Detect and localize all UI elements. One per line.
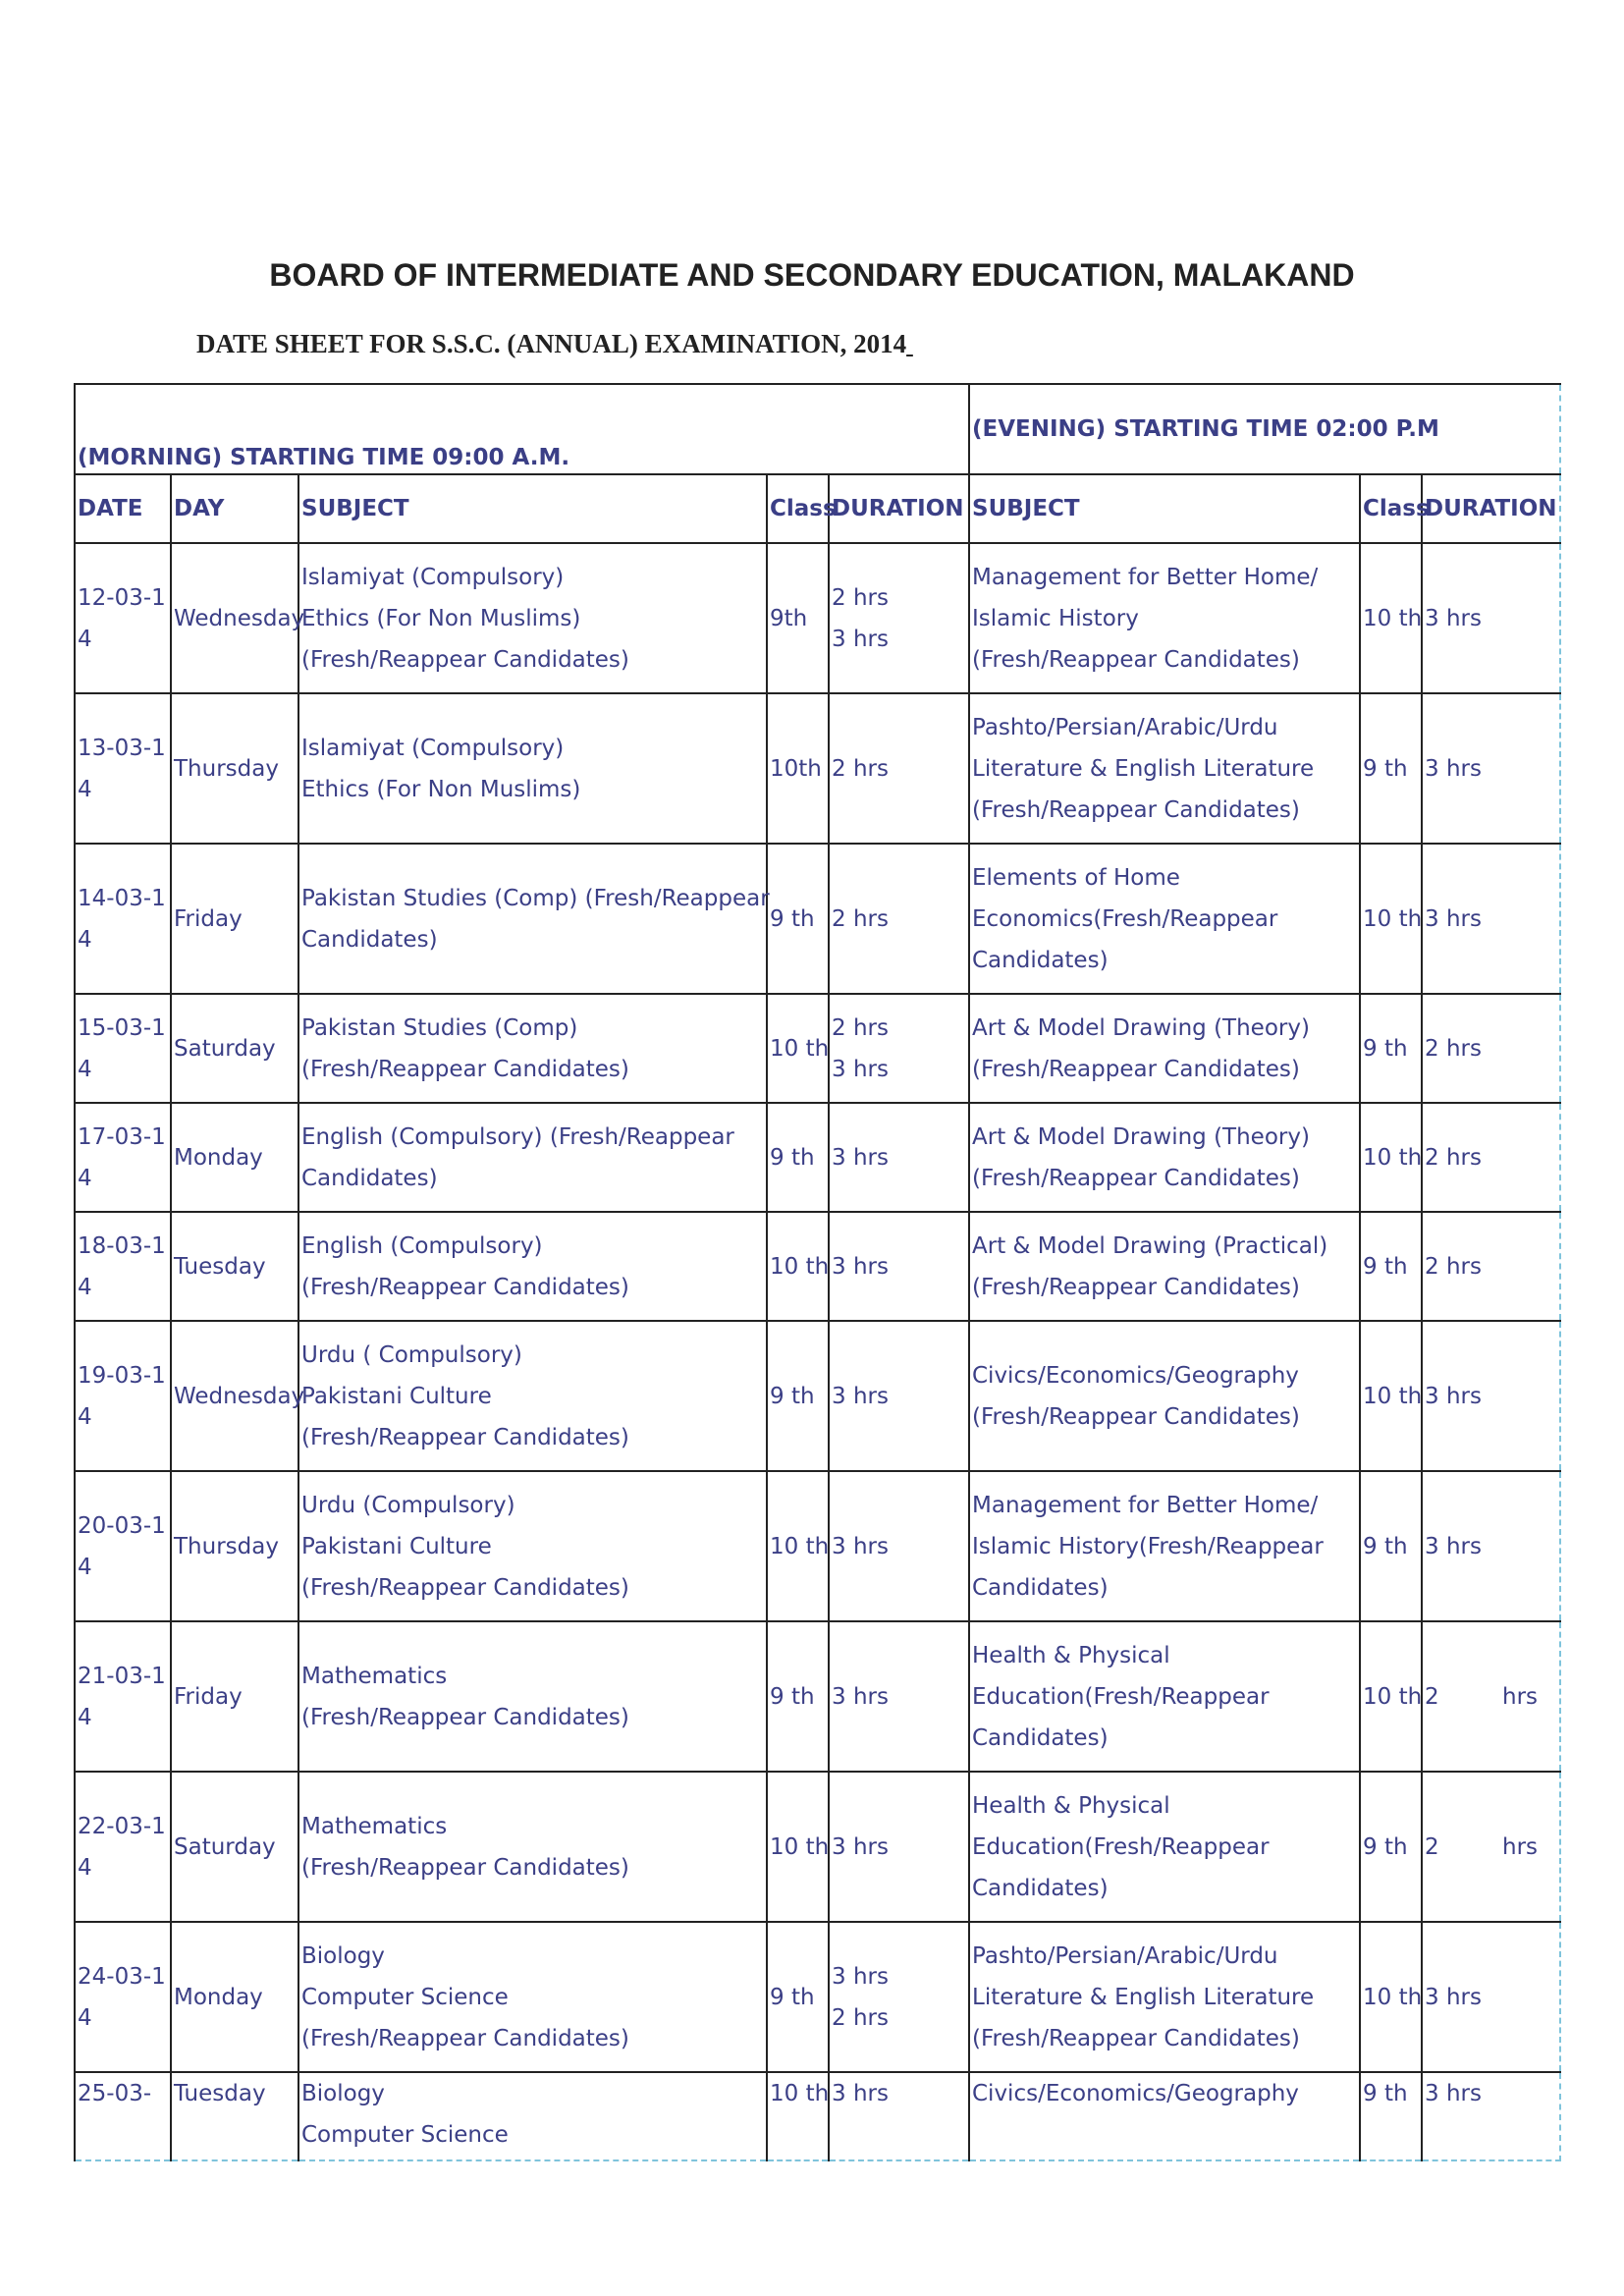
morning-duration-cell xyxy=(829,693,969,844)
date-cell: 13-03-14 xyxy=(75,693,171,844)
evening-class-cell: 10 th xyxy=(1360,1621,1422,1772)
subject-line: Management for Better Home/ xyxy=(972,1492,1319,1518)
duration-line: 3 hrs xyxy=(832,1533,889,1559)
col-header-morning-duration: DURATION xyxy=(829,474,969,543)
table-row xyxy=(75,1212,1560,1321)
col-header-day: DAY xyxy=(171,474,298,543)
duration-line: 2 hrs xyxy=(832,584,889,611)
date-cell: 15-03-14 xyxy=(75,994,171,1103)
morning-class-cell: 9th xyxy=(767,543,829,693)
day-cell: Wednesday xyxy=(171,1321,298,1471)
duration-line: 3 hrs xyxy=(832,1253,889,1280)
col-header-evening-class: Class xyxy=(1360,474,1422,543)
evening-class-cell: 10 th xyxy=(1360,1103,1422,1212)
subject-line: Pashto/Persian/Arabic/Urdu xyxy=(972,714,1278,740)
evening-class-cell: 9 th xyxy=(1360,994,1422,1103)
duration-line: 3 hrs xyxy=(832,626,889,652)
subject-line: (Fresh/Reappear Candidates) xyxy=(972,796,1300,823)
duration-line: 3 hrs xyxy=(832,1056,889,1082)
morning-class-cell: 10 th xyxy=(767,1212,829,1321)
morning-class-cell: 9 th xyxy=(767,1103,829,1212)
subject-line: Candidates) xyxy=(972,1574,1109,1601)
subject-line: (Fresh/Reappear Candidates) xyxy=(301,1704,629,1730)
duration-line: 3 hrs xyxy=(832,1833,889,1860)
morning-subject-cell xyxy=(298,1471,767,1621)
subject-line: Health & Physical xyxy=(972,1642,1170,1668)
subject-line: (Fresh/Reappear Candidates) xyxy=(301,1854,629,1881)
day-cell: Tuesday xyxy=(171,1212,298,1321)
day-cell: Thursday xyxy=(171,693,298,844)
subject-line: Art & Model Drawing (Practical) xyxy=(972,1232,1328,1259)
subject-line: Islamic History xyxy=(972,605,1139,631)
col-header-morning-class: Class xyxy=(767,474,829,543)
subject-line: Islamiyat (Compulsory) xyxy=(301,735,565,761)
duration-part: hrs xyxy=(1502,1833,1539,1860)
table-row xyxy=(75,1471,1560,1621)
subject-line: Ethics (For Non Muslims) xyxy=(301,776,581,802)
subject-line: Computer Science xyxy=(301,1984,509,2010)
subject-line: (Fresh/Reappear Candidates) xyxy=(972,1403,1300,1430)
subject-line: Art & Model Drawing (Theory) xyxy=(972,1123,1310,1150)
duration-line: 3 hrs xyxy=(1425,1984,1482,2010)
date-cell: 21-03-14 xyxy=(75,1621,171,1772)
subject-line: Islamic History(Fresh/Reappear xyxy=(972,1533,1324,1559)
morning-duration-cell xyxy=(829,1621,969,1772)
evening-class-cell: 10 th xyxy=(1360,543,1422,693)
evening-duration-cell xyxy=(1422,1103,1560,1212)
evening-class-cell: 10 th xyxy=(1360,844,1422,994)
morning-class-cell: 10 th xyxy=(767,2072,829,2160)
subject-line: (Fresh/Reappear Candidates) xyxy=(301,646,629,673)
evening-duration-cell xyxy=(1422,1471,1560,1621)
morning-class-cell: 9 th xyxy=(767,1922,829,2072)
duration-split xyxy=(1425,1827,1557,1868)
col-header-date: DATE xyxy=(75,474,171,543)
date-cell: 20-03-14 xyxy=(75,1471,171,1621)
evening-class-cell: 10 th xyxy=(1360,1922,1422,2072)
morning-duration-cell xyxy=(829,1772,969,1922)
morning-duration-cell xyxy=(829,1212,969,1321)
morning-duration-cell xyxy=(829,1922,969,2072)
subject-line: (Fresh/Reappear Candidates) xyxy=(301,1424,629,1450)
morning-subject-cell xyxy=(298,1321,767,1471)
subject-line: Art & Model Drawing (Theory) xyxy=(972,1014,1310,1041)
subject-line: Civics/Economics/Geography xyxy=(972,2081,1299,2106)
morning-duration-cell xyxy=(829,1471,969,1621)
col-header-morning-subject: SUBJECT xyxy=(298,474,767,543)
evening-class-cell: 9 th xyxy=(1360,1471,1422,1621)
subject-line: Pakistani Culture xyxy=(301,1383,492,1409)
evening-subject-cell xyxy=(969,1471,1360,1621)
morning-class-cell: 9 th xyxy=(767,1321,829,1471)
morning-subject-cell xyxy=(298,543,767,693)
morning-class-cell: 9 th xyxy=(767,844,829,994)
morning-duration-cell xyxy=(829,1103,969,1212)
subject-line: Biology xyxy=(301,2081,385,2106)
subject-line: English (Compulsory) xyxy=(301,1232,543,1259)
subject-line: Education(Fresh/Reappear xyxy=(972,1833,1270,1860)
evening-subject-cell xyxy=(969,543,1360,693)
evening-class-cell: 9 th xyxy=(1360,693,1422,844)
subject-line: Pashto/Persian/Arabic/Urdu xyxy=(972,1942,1278,1969)
morning-duration-cell xyxy=(829,994,969,1103)
subject-line: Ethics (For Non Muslims) xyxy=(301,605,581,631)
subject-line: (Fresh/Reappear Candidates) xyxy=(301,1574,629,1601)
subject-line: Elements of Home xyxy=(972,864,1180,891)
date-sheet-table xyxy=(74,383,1561,2161)
day-cell: Friday xyxy=(171,844,298,994)
subject-line: Islamiyat (Compulsory) xyxy=(301,564,565,590)
duration-line: 2 hrs xyxy=(832,2004,889,2031)
date-sheet-subtitle: DATE SHEET FOR S.S.C. (ANNUAL) EXAMINATION, 2014 xyxy=(196,329,907,358)
evening-duration-cell xyxy=(1422,1621,1560,1772)
evening-subject-cell xyxy=(969,693,1360,844)
morning-subject-cell xyxy=(298,2072,767,2160)
subject-line: Candidates) xyxy=(972,1875,1109,1901)
duration-line: 2 hrs xyxy=(1425,1144,1482,1171)
subject-line: Candidates) xyxy=(301,926,438,953)
table-row xyxy=(75,2072,1560,2160)
day-cell: Friday xyxy=(171,1621,298,1772)
evening-subject-cell xyxy=(969,1772,1360,1922)
morning-subject-cell xyxy=(298,994,767,1103)
subject-line: Management for Better Home/ xyxy=(972,564,1319,590)
table-row xyxy=(75,543,1560,693)
morning-class-cell: 10 th xyxy=(767,994,829,1103)
board-title: BOARD OF INTERMEDIATE AND SECONDARY EDUCATION, MALAKAND xyxy=(269,257,1355,293)
col-header-evening-subject: SUBJECT xyxy=(969,474,1360,543)
morning-subject-cell xyxy=(298,1922,767,2072)
evening-class-cell: 9 th xyxy=(1360,1212,1422,1321)
table-row xyxy=(75,844,1560,994)
date-cell: 12-03-14 xyxy=(75,543,171,693)
subject-line: Urdu ( Compulsory) xyxy=(301,1341,522,1368)
evening-duration-cell xyxy=(1422,693,1560,844)
subject-line: Candidates) xyxy=(972,947,1109,973)
column-header-row xyxy=(75,474,1560,543)
table-row xyxy=(75,994,1560,1103)
day-cell: Thursday xyxy=(171,1471,298,1621)
subject-line: (Fresh/Reappear Candidates) xyxy=(301,1056,629,1082)
duration-part: hrs xyxy=(1502,1683,1539,1710)
evening-subject-cell xyxy=(969,1922,1360,2072)
subject-line: (Fresh/Reappear Candidates) xyxy=(972,1056,1300,1082)
subject-line: Candidates) xyxy=(972,1724,1109,1751)
date-cell: 14-03-14 xyxy=(75,844,171,994)
subject-line: Economics(Fresh/Reappear xyxy=(972,905,1278,932)
duration-split xyxy=(1425,1676,1557,1718)
evening-duration-cell xyxy=(1422,1922,1560,2072)
duration-line: 3 hrs xyxy=(1425,905,1482,932)
morning-duration-cell xyxy=(829,543,969,693)
subject-line: (Fresh/Reappear Candidates) xyxy=(972,2025,1300,2051)
evening-duration-cell xyxy=(1422,2072,1560,2160)
duration-line: 3 hrs xyxy=(832,1683,889,1710)
table-row xyxy=(75,1772,1560,1922)
duration-line: 2 hrs xyxy=(832,905,889,932)
date-cell: 22-03-14 xyxy=(75,1772,171,1922)
subject-line: Pakistan Studies (Comp) (Fresh/Reappear xyxy=(301,885,770,911)
evening-duration-cell xyxy=(1422,543,1560,693)
table-row xyxy=(75,1321,1560,1471)
evening-class-cell: 9 th xyxy=(1360,1772,1422,1922)
subject-line: Education(Fresh/Reappear xyxy=(972,1683,1270,1710)
subject-line: (Fresh/Reappear Candidates) xyxy=(301,1274,629,1300)
evening-duration-cell xyxy=(1422,1772,1560,1922)
evening-session-header: (EVENING) STARTING TIME 02:00 P.M xyxy=(969,384,1560,474)
table-row xyxy=(75,1103,1560,1212)
evening-class-cell: 10 th xyxy=(1360,1321,1422,1471)
day-cell: Saturday xyxy=(171,1772,298,1922)
subject-line: Health & Physical xyxy=(972,1792,1170,1819)
table-row xyxy=(75,693,1560,844)
morning-session-header: (MORNING) STARTING TIME 09:00 A.M. xyxy=(75,384,969,474)
duration-line: 2 hrs xyxy=(832,1014,889,1041)
day-cell: Wednesday xyxy=(171,543,298,693)
morning-subject-cell xyxy=(298,844,770,994)
evening-duration-cell xyxy=(1422,1321,1560,1471)
morning-subject-cell xyxy=(298,1212,767,1321)
subject-line: Mathematics xyxy=(301,1663,448,1689)
evening-subject-cell xyxy=(969,1212,1360,1321)
subject-line: Literature & English Literature xyxy=(972,755,1315,782)
morning-class-cell: 9 th xyxy=(767,1621,829,1772)
morning-subject-cell xyxy=(298,1621,767,1772)
table-row xyxy=(75,1621,1560,1772)
subject-line: Urdu (Compulsory) xyxy=(301,1492,515,1518)
date-cell: 17-03-14 xyxy=(75,1103,171,1212)
subject-line: Computer Science xyxy=(301,2122,509,2148)
subject-line: Pakistan Studies (Comp) xyxy=(301,1014,578,1041)
day-cell: Tuesday xyxy=(171,2072,298,2160)
evening-duration-cell xyxy=(1422,994,1560,1103)
duration-line: 2 hrs xyxy=(1425,1035,1482,1062)
morning-duration-cell xyxy=(829,844,969,994)
date-cell: 24-03-14 xyxy=(75,1922,171,2072)
morning-subject-cell xyxy=(298,693,767,844)
evening-subject-cell xyxy=(969,1621,1360,1772)
duration-part: 2 xyxy=(1425,1683,1439,1710)
evening-subject-cell xyxy=(969,844,1360,994)
subject-line: Mathematics xyxy=(301,1813,448,1839)
subject-line: Candidates) xyxy=(301,1165,438,1191)
duration-line: 3 hrs xyxy=(832,1383,889,1409)
duration-line: 3 hrs xyxy=(1425,1383,1482,1409)
subject-line: Pakistani Culture xyxy=(301,1533,492,1559)
subject-line: (Fresh/Reappear Candidates) xyxy=(972,1165,1300,1191)
morning-duration-cell xyxy=(829,2072,969,2160)
date-cell: 18-03-14 xyxy=(75,1212,171,1321)
subject-line: Civics/Economics/Geography xyxy=(972,1362,1299,1389)
subject-line: (Fresh/Reappear Candidates) xyxy=(301,2025,629,2051)
day-cell: Monday xyxy=(171,1103,298,1212)
subject-line: (Fresh/Reappear Candidates) xyxy=(972,646,1300,673)
evening-class-cell: 9 th xyxy=(1360,2072,1422,2160)
morning-class-cell: 10th xyxy=(767,693,829,844)
evening-duration-cell xyxy=(1422,844,1560,994)
duration-part: 2 xyxy=(1425,1833,1439,1860)
evening-subject-cell xyxy=(969,2072,1360,2160)
evening-subject-cell xyxy=(969,994,1360,1103)
duration-line: 3 hrs xyxy=(1425,1533,1482,1559)
morning-subject-cell xyxy=(298,1772,767,1922)
evening-subject-cell xyxy=(969,1321,1360,1471)
duration-line: 2 hrs xyxy=(832,755,889,782)
date-cell: 25-03- xyxy=(75,2072,171,2160)
morning-subject-cell xyxy=(298,1103,767,1212)
morning-class-cell: 10 th xyxy=(767,1471,829,1621)
subject-line: Biology xyxy=(301,1942,385,1969)
subject-line: (Fresh/Reappear Candidates) xyxy=(972,1274,1300,1300)
evening-duration-cell xyxy=(1422,1212,1560,1321)
morning-class-cell: 10 th xyxy=(767,1772,829,1922)
duration-line: 3 hrs xyxy=(1425,605,1482,631)
table-row xyxy=(75,1922,1560,2072)
col-header-evening-duration: DURATION xyxy=(1422,474,1560,543)
morning-duration-cell xyxy=(829,1321,969,1471)
subject-line: Literature & English Literature xyxy=(972,1984,1315,2010)
duration-line: 2 hrs xyxy=(1425,1253,1482,1280)
duration-line: 3 hrs xyxy=(1425,755,1482,782)
day-cell: Saturday xyxy=(171,994,298,1103)
date-cell: 19-03-14 xyxy=(75,1321,171,1471)
day-cell: Monday xyxy=(171,1922,298,2072)
duration-line: 3 hrs xyxy=(832,2081,889,2106)
duration-line: 3 hrs xyxy=(832,1963,889,1990)
duration-line: 3 hrs xyxy=(832,1144,889,1171)
subject-line: English (Compulsory) (Fresh/Reappear xyxy=(301,1123,734,1150)
evening-subject-cell xyxy=(969,1103,1360,1212)
duration-line: 3 hrs xyxy=(1425,2081,1482,2106)
